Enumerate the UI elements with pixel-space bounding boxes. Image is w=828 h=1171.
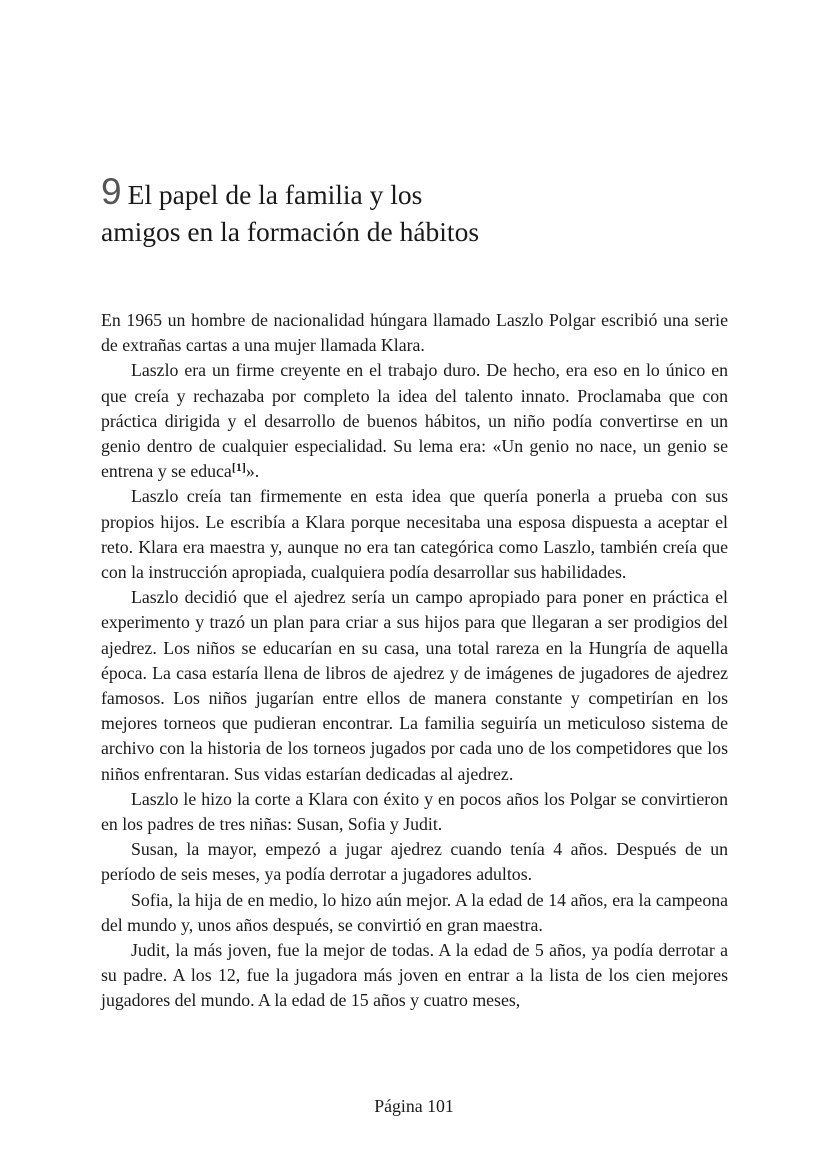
page-number: Página 101 [374,1096,454,1116]
paragraph-6: Susan, la mayor, empezó a jugar ajedrez cuando tenía 4 años. Después de un período de seis meses, ya podía derrotar a jugadores adultos. [101,839,728,885]
paragraph-2-text: Laszlo era un firme creyente en el trabajo duro. De hecho, era eso en lo único en que creía y rechazaba por completo la idea del talento innato. Proclamaba que con práctica dirigida y el desarrollo de buenos hábitos, un niño podía convertirse en un genio dentro de cualquier especialidad. Su lema era: «Un genio no nace, un genio se entrena y se educa [101,360,728,482]
paragraph-2 [101,358,728,484]
chapter-title-line-2: amigos en la formación de hábitos [101,216,480,247]
footnote-reference-link[interactable]: [1] [231,460,246,475]
chapter-heading [101,173,661,250]
paragraph-5: Laszlo le hizo la corte a Klara con éxito y en pocos años los Polgar se convirtieron en los padres de tres niñas: Susan, Sofia y Judit. [101,788,728,835]
paragraph-4: Laszlo decidió que el ajedrez sería un campo apropiado para poner en práctica el experimento y trazó un plan para criar a sus hijos para que llegaran a ser prodigios del ajedrez. Los niños se educarían en su casa, una total rareza en la Hungría de aquella época. La casa estaría llena de libros de ajedrez y de imágenes de jugadores de ajedrez famosos. Los niños jugarían entre ellos de manera constante y competirían en los mejores torneos que pudieran encontrar. La familia seguiría un meticuloso sistema de archivo con la historia de los torneos jugados por cada uno de los competidores que los niños enfrentaran. Sus vidas estarían dedicadas al ajedrez. [101,587,728,784]
paragraph-1: En 1965 un hombre de nacionalidad húngara llamado Laszlo Polgar escribió una serie de extrañas cartas a una mujer llamada Klara. [101,310,728,356]
chapter-title-text-1: El papel de la familia y los [127,179,423,210]
chapter-body [101,308,728,1014]
paragraph-3: Laszlo creía tan firmemente en esta idea que quería ponerla a prueba con sus propios hijos. Le escribía a Klara porque necesitaba una esposa dispuesta a aceptar el reto. Klara era maestra y, aunque no era tan categórica como Laszlo, también creía que con la instrucción apropiada, cualquiera podía desarrollar sus habilidades. [101,486,728,583]
paragraph-2-closing: ». [245,461,260,482]
paragraph-8: Judit, la más joven, fue la mejor de todas. A la edad de 5 años, ya podía derrotar a su padre. A los 12, fue la jugadora más joven en entrar a la lista de los cien mejores jugadores del mundo. A la edad de 15 años y cuatro meses, [101,940,728,1011]
chapter-number: 9 [101,171,122,212]
paragraph-7: Sofia, la hija de en medio, lo hizo aún mejor. A la edad de 14 años, era la campeona del mundo y, unos años después, se convirtió en gran maestra. [101,889,728,935]
chapter-title-line-1 [101,173,661,213]
